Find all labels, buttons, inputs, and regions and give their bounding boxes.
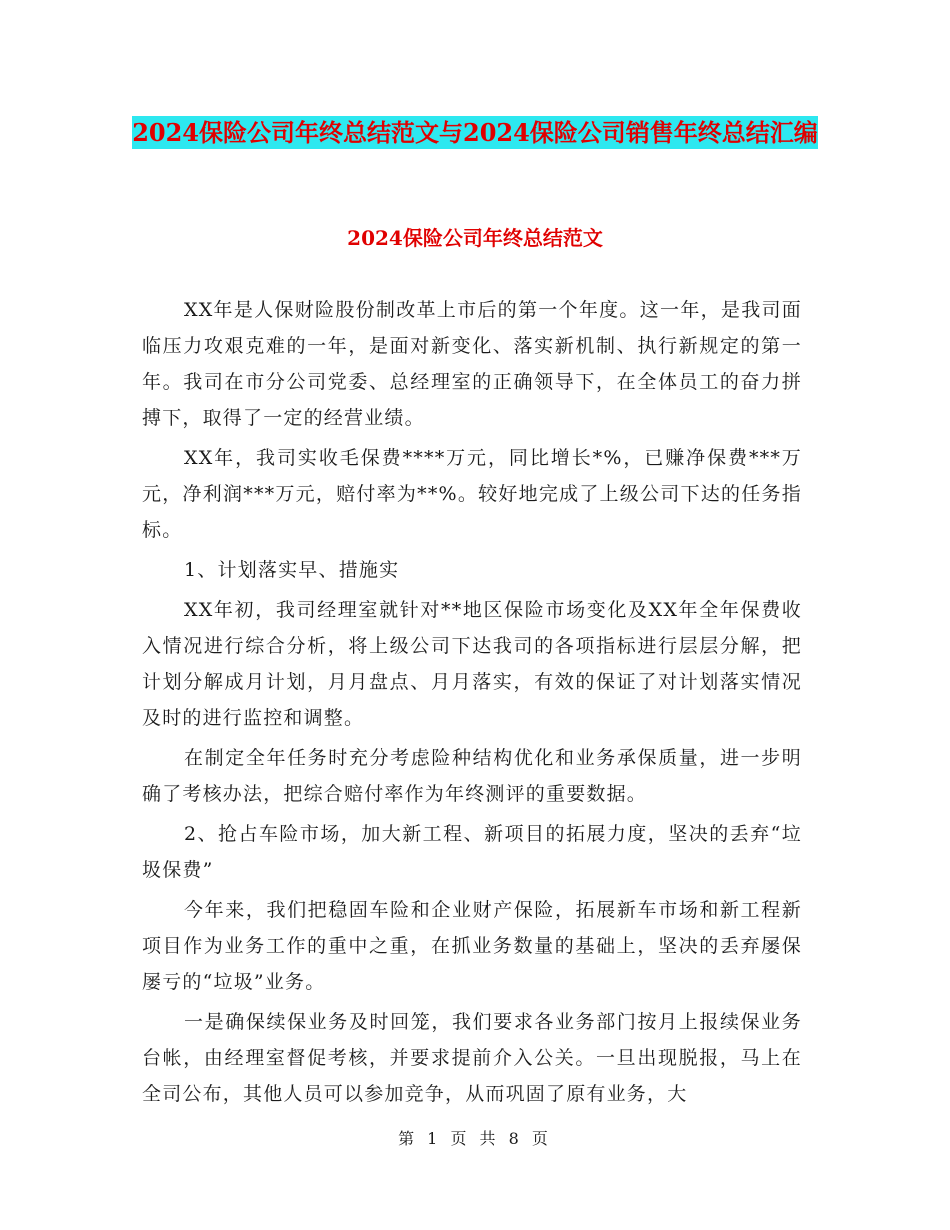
section-title: 2024保险公司年终总结范文 (347, 226, 603, 250)
paragraph: 今年来，我们把稳固车险和企业财产保险，拓展新车市场和新工程新项目作为业务工作的重中之重，在抓业务数量的基础上，坚决的丢弃屡保屡亏的“垃圾”业务。 (142, 899, 802, 993)
document-title-text: 2024保险公司年终总结范文与2024保险公司销售年终总结汇编 (132, 118, 818, 147)
paragraph: 一是确保续保业务及时回笼，我们要求各业务部门按月上报续保业务台帐，由经理室督促考核，并要求提前介入公关。一旦出现脱报，马上在全司公布，其他人员可以参加竞争，从而巩固了原有业务，大 (142, 1011, 802, 1105)
paragraph-heading: 1、计划落实早、措施实 (184, 559, 400, 581)
paragraph: 在制定全年任务时充分考虑险种结构优化和业务承保质量，进一步明确了考核办法，把综合赔付率作为年终测评的重要数据。 (142, 747, 802, 805)
paragraph: XX年初，我司经理室就针对**地区保险市场变化及XX年全年保费收入情况进行综合分析，将上级公司下达我司的各项指标进行层层分解，把计划分解成月计划，月月盘点、月月落实，有效的保证了对计划落实情况及时的进行监控和调整。 (142, 599, 802, 729)
page-footer: 第 1 页 共 8 页 (398, 1129, 552, 1148)
paragraph: XX年是人保财险股份制改革上市后的第一个年度。这一年，是我司面临压力攻艰克难的一年，是面对新变化、落实新机制、执行新规定的第一年。我司在市分公司党委、总经理室的正确领导下，在全体员工的奋力拼搏下，取得了一定的经营业绩。 (142, 299, 802, 429)
document-body (142, 292, 802, 1116)
paragraph-heading: 2、抢占车险市场，加大新工程、新项目的拓展力度，坚决的丢弃“垃圾保费” (142, 823, 802, 881)
document-title (120, 110, 830, 156)
paragraph: XX年，我司实收毛保费****万元，同比增长*%，已赚净保费***万元，净利润***万元，赔付率为**%。较好地完成了上级公司下达的任务指标。 (142, 447, 802, 541)
